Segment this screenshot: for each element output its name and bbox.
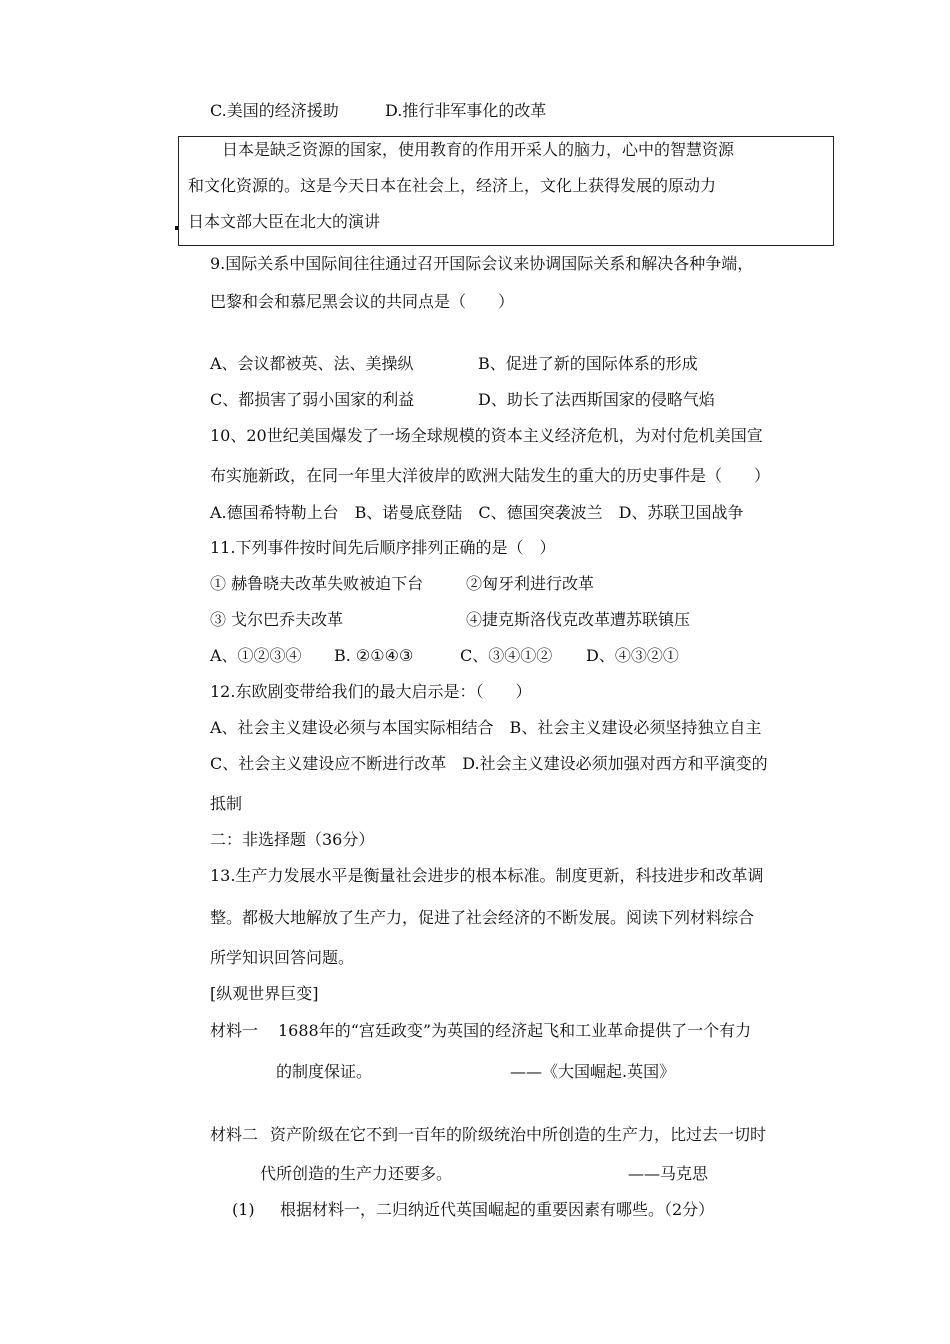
q11-option-d: D、④③②① <box>586 646 679 665</box>
q11-option-b: B. ②①④③ <box>334 646 414 665</box>
sub-question-1-number: (1) <box>232 1200 255 1219</box>
q9-option-a: A、会议都被英、法、美操纵 <box>210 354 414 373</box>
material-two-text-1: 资产阶级在它不到一百年的阶级统治中所创造的生产力，比过去一切时 <box>270 1125 767 1144</box>
material-one-source: ——《大国崛起.英国》 <box>510 1062 676 1081</box>
q13-stem-1: 13.生产力发展水平是衡量社会进步的根本标准。制度更新，科技进步和改革调 <box>210 866 764 885</box>
q11-stem: 11.下列事件按时间先后顺序排列正确的是（ ） <box>210 538 556 557</box>
q12-options-cd: C、社会主义建设应不断进行改革 D.社会主义建设必须加强对西方和平演变的 <box>210 754 768 773</box>
q11-option-a: A、①②③④ <box>210 646 302 665</box>
q9-option-d: D、助长了法西斯国家的侵略气焰 <box>478 390 715 409</box>
q10-stem-1: 10、20世纪美国爆发了一场全球规模的资本主义经济危机，为对付危机美国宣 <box>210 426 763 445</box>
q10-options: A.德国希特勒上台 B、诺曼底登陆 C、德国突袭波兰 D、苏联卫国战争 <box>210 503 744 522</box>
q11-option-c: C、③④①② <box>460 646 553 665</box>
bullet-dot <box>175 226 178 230</box>
material-two-text-2: 代所创造的生产力还要多。 <box>260 1164 453 1183</box>
q9-option-c: C、都损害了弱小国家的利益 <box>210 390 415 409</box>
q13-heading: [纵观世界巨变] <box>210 984 319 1003</box>
quote-line-2: 和文化资源的。这是今天日本在社会上，经济上，文化上获得发展的原动力 <box>188 176 717 195</box>
q9-stem-2: 巴黎和会和慕尼黑会议的共同点是（ ） <box>210 292 515 311</box>
q11-item-4: ④捷克斯洛伐克改革遭苏联镇压 <box>466 610 691 629</box>
sub-question-1-text: 根据材料一，二归纳近代英国崛起的重要因素有哪些。（2分） <box>280 1200 715 1219</box>
material-one-text-2: 的制度保证。 <box>276 1062 373 1081</box>
q11-item-1: ① 赫鲁晓夫改革失败被迫下台 <box>210 574 424 593</box>
prev-option-d: D.推行非军事化的改革 <box>385 101 547 120</box>
q10-stem-2: 布实施新政，在同一年里大洋彼岸的欧洲大陆发生的重大的历史事件是（ ） <box>210 466 771 485</box>
q11-item-2: ②匈牙利进行改革 <box>466 574 595 593</box>
q12-options-cd-continued: 抵制 <box>210 794 243 813</box>
quote-source: 日本文部大臣在北大的演讲 <box>188 212 381 231</box>
quote-line-1: 日本是缺乏资源的国家，使用教育的作用开采人的脑力，心中的智慧资源 <box>222 140 735 159</box>
q11-item-3: ③ 戈尔巴乔夫改革 <box>210 610 344 629</box>
q12-options-ab: A、社会主义建设必须与本国实际相结合 B、社会主义建设必须坚持独立自主 <box>210 718 762 737</box>
q9-stem-1: 9.国际关系中国际间往往通过召开国际会议来协调国际关系和解决各种争端， <box>210 254 754 273</box>
q9-option-b: B、促进了新的国际体系的形成 <box>478 354 698 373</box>
material-one-text-1: 1688年的“宫廷政变”为英国的经济起飞和工业革命提供了一个有力 <box>278 1021 752 1040</box>
q12-stem: 12.东欧剧变带给我们的最大启示是：（ ） <box>210 682 532 701</box>
material-one-label: 材料一 <box>210 1021 259 1040</box>
material-two-label: 材料二 <box>210 1125 259 1144</box>
q13-stem-2: 整。都极大地解放了生产力，促进了社会经济的不断发展。阅读下列材料综合 <box>210 908 755 927</box>
prev-option-c: C.美国的经济援助 <box>210 101 339 120</box>
material-two-source: ——马克思 <box>628 1164 709 1183</box>
section-two-heading: 二：非选择题（36分） <box>210 830 375 849</box>
q13-stem-3: 所学知识回答问题。 <box>210 948 355 967</box>
